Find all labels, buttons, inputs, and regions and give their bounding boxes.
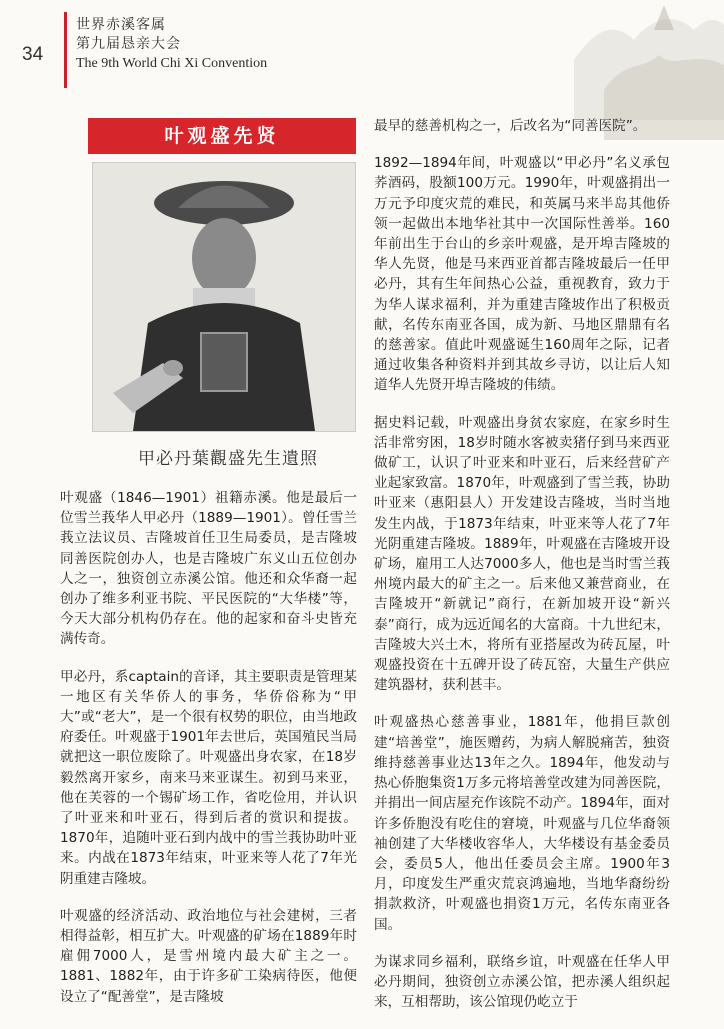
- photo-caption: 甲必丹葉觀盛先生遺照: [138, 449, 318, 469]
- left-column: [60, 488, 357, 1024]
- header-title-line2: 第九届恳亲大会: [76, 36, 181, 52]
- portrait-photo: [92, 162, 356, 432]
- paragraph: 叶观盛的经济活动、政治地位与社会建树，三者相得益彰，相互扩大。叶观盛的矿场在1889年时雇佣7000人，是雪州境内最大矿主之一。1881、1882年，由于许多矿工染病待医，他便设立了“配善堂”，是吉隆坡: [60, 907, 357, 1005]
- paragraph: 为谋求同乡福利，联络乡谊，叶观盛在任华人甲必丹期间，独资创立赤溪公馆，把赤溪人组织起来，互相帮助，该公馆现仍屹立于: [374, 953, 670, 1011]
- paragraph: 最早的慈善机构之一，后改名为“同善医院”。: [374, 118, 647, 134]
- paragraph: 据史料记载，叶观盛出身贫农家庭，在家乡时生活非常穷困，18岁时随水客被卖猪仔到马来西亚做矿工，认识了叶亚来和叶亚石，后来经营矿产业起家致富。1870年，叶观盛到了雪兰莪，协助叶亚来（惠阳县人）开发建设吉隆坡，当时当地发生内战，于1873年结束，叶亚来等人花了7年光阴重建吉隆坡。1889年，叶观盛在吉隆坡开设矿场，雇用工人达7000多人，他也是当时雪兰莪州境内最大的矿主之一。后来他又兼营商业，在吉隆坡开“新就记”商行，在新加坡开设“新兴泰”商行，成为远近闻名的大富商。十九世纪末，吉隆坡大兴土木，将所有亚搭屋改为砖瓦屋，叶观盛投资在十五碑开设了砖瓦窑，大量生产供应建筑器材，获利甚丰。: [374, 414, 670, 694]
- paragraph: 甲必丹，系captain的音译，其主要职责是管理某一地区有关华侨人的事务，华侨俗称为“甲大”或“老大”，是一个很有权势的职位，由当地政府委任。叶观盛于1901年去世后，英国殖民当局就把这一职位废除了。叶观盛出身农家，在18岁毅然离开家乡，南来马来亚谋生。初到马来亚，他在芙蓉的一个锡矿场工作，省吃俭用，并认识了叶亚来和叶亚石，得到后者的赏识和提拔。1870年，追随叶亚石到内战中的雪兰莪协助叶亚来。内战在1873年结束，叶亚来等人花了7年光阴重建吉隆坡。: [60, 668, 357, 887]
- article-title: 叶观盛先贤: [88, 118, 356, 154]
- paragraph: 1892—1894年间，叶观盛以“甲必丹”名义承包荞酒码，股额100万元。1990年，叶观盛捐出一万元予印度灾荒的难民，和英属马来半岛其他侨领一起做出本地华社其中一次国际性善举。160年前出生于台山的乡亲叶观盛，是开埠吉隆坡的华人先贤，他是马来西亚首都吉隆坡最后一任甲必丹，其有生年间热心公益，重视教育，致力于为华人谋求福利，并为重建吉隆坡作出了积极贡献，名传东南亚各国，成为新、马地区鼎鼎有名的慈善家。值此叶观盛诞生160周年之际，记者通过收集各种资料并到其故乡寻访，以让后人知道华人先贤开埠吉隆坡的伟绩。: [374, 155, 670, 394]
- paragraph: 叶观盛热心慈善事业，1881年，他捐巨款创建“培善堂”，施医赠药，为病人解脱痛苦，独资维持慈善事业达13年之久。1894年，他发动与热心侨胞集资1万多元将培善堂改建为同善医院，并捐出一间店屋充作该院不动产。1894年，面对许多侨胞没有吃住的窘境，叶观盛与几位华裔领袖创建了大华楼收容华人，大华楼设有基金委员会，委员5人，他出任委员会主席。1900年3月，印度发生严重灾荒哀鸿遍地，当地华裔纷纷捐款救济，叶观盛也捐资1万元，名传东南亚各国。: [374, 714, 670, 933]
- page-number: 34: [22, 44, 44, 65]
- header-title-line1: 世界赤溪客属: [76, 17, 166, 33]
- right-column: [374, 116, 670, 1029]
- paragraph: 叶观盛（1846—1901）祖籍赤溪。他是最后一位雪兰莪华人甲必丹（1889—1901）。曾任雪兰莪立法议员、吉隆坡首任卫生局委员，是吉隆坡同善医院创办人，也是吉隆坡广东义山五位创办人之一，独资创立赤溪公馆。他还和众华裔一起创办了维多利亚书院、平民医院的“大华楼”等，今天大部分机构仍存在。他的起家和奋斗史皆充满传奇。: [60, 490, 357, 648]
- publication-header: [76, 16, 267, 73]
- header-accent-bar: [64, 12, 67, 88]
- header-title-en: The 9th World Chi Xi Convention: [76, 56, 268, 71]
